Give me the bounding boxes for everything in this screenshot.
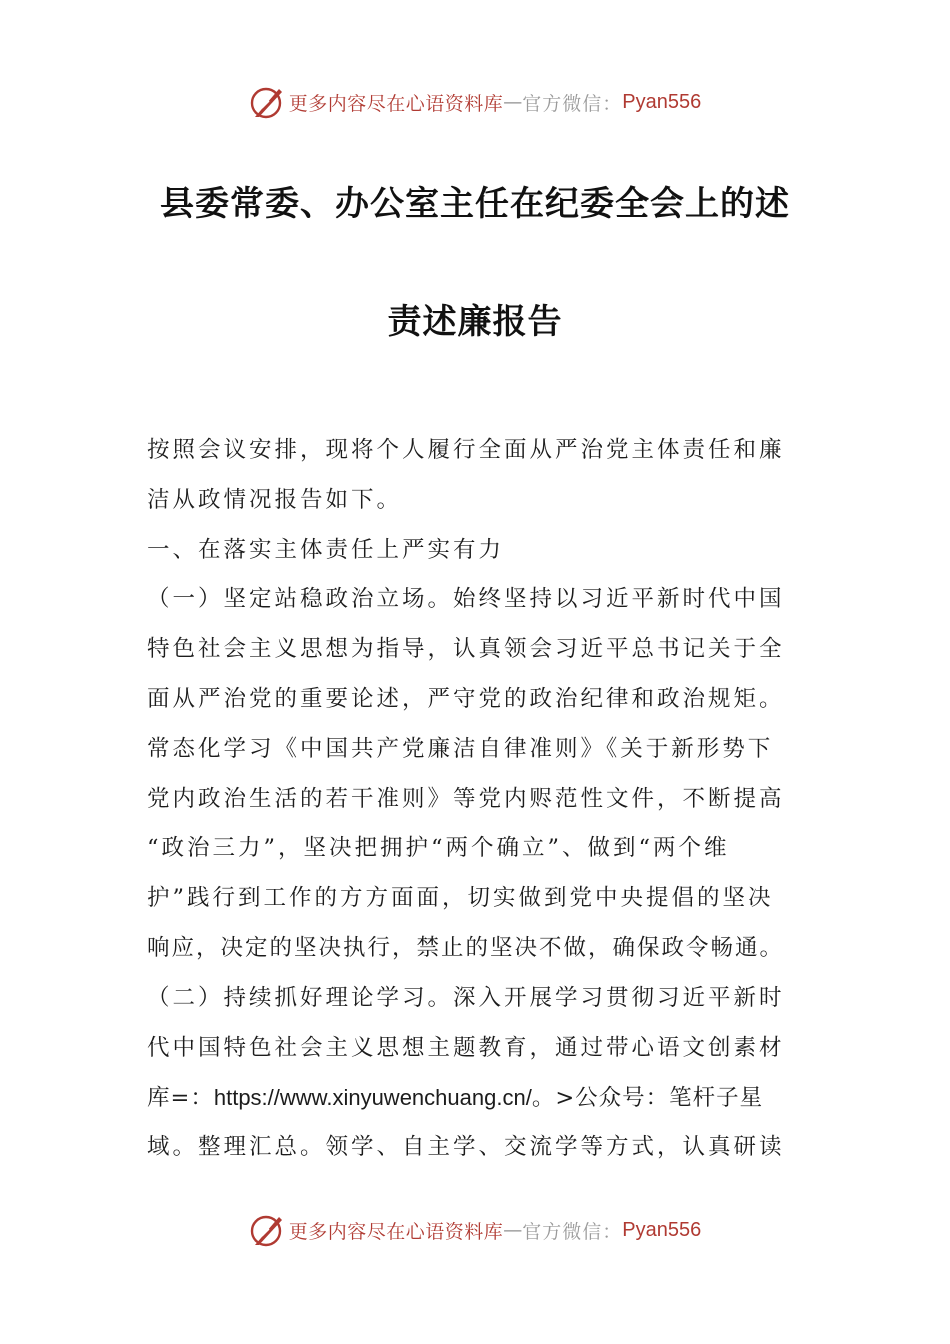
banner-contact-label: 官方微信： <box>522 92 623 115</box>
body-line: 洁从政情况报告如下。 <box>147 486 403 513</box>
body-line: （二）持续抓好理论学习。深入开展学习贯彻习近平新时 <box>147 984 785 1011</box>
quill-logo-icon <box>249 1212 285 1248</box>
body-line: 特色社会主义思想为指导，认真领会习近平总书记关于全 <box>147 636 785 663</box>
body-line: 常态化学习《中国共产党廉洁自律准则》《关于新形势下 <box>147 735 774 762</box>
document-title-line-2: 责述廉报告 <box>387 302 563 342</box>
banner-dash: — <box>503 91 523 113</box>
banner-contact-label: 官方微信： <box>522 1220 623 1243</box>
document-title-line-1: 县委常委、办公室主任在纪委全会上的述 <box>160 184 790 224</box>
body-line: 党内政治生活的若干准则》等党内赆范性文件，不断提高 <box>147 785 785 812</box>
body-line: “政治三力”，坚决把拥护“两个确立”、做到“两个维 <box>147 835 730 862</box>
body-line: 域。整理汇总。领学、自主学、交流学等方式，认真研读 <box>147 1134 785 1161</box>
banner-brand: 更多内容尽在心语资料库 <box>288 92 504 115</box>
footer-banner <box>0 1208 950 1252</box>
body-text: 库=： <box>147 1085 214 1112</box>
section-heading: 一、在落实主体责任上严实有力 <box>147 536 505 563</box>
body-line: 代中国特色社会主义思想主题教育，通过带心语文创素材 <box>147 1034 785 1061</box>
body-text: 。>公众号：笔杆子星 <box>531 1085 764 1112</box>
body-line: （一）坚定站稳政治立场。始终坚持以习近平新时代中国 <box>147 586 785 613</box>
quill-logo-icon <box>249 84 285 120</box>
banner-wechat-id: Pyan556 <box>622 90 702 113</box>
body-line-with-url <box>147 1073 805 1123</box>
banner-dash: — <box>503 1219 523 1241</box>
body-line: 护”践行到工作的方方面面，切实做到党中央提倡的坚决 <box>147 885 774 912</box>
banner-brand: 更多内容尽在心语资料库 <box>288 1220 504 1243</box>
document-body <box>147 426 805 1173</box>
banner-wechat-id: Pyan556 <box>622 1218 702 1241</box>
header-banner <box>0 80 950 124</box>
body-line: 按照会议安排，现将个人履行全面从严治党主体责任和廉 <box>147 437 785 463</box>
body-line: 面从严治党的重要论述，严守党的政治纪律和政治规矩。 <box>147 685 785 712</box>
url-text: https://www.xinyuwenchuang.cn/ <box>213 1085 532 1111</box>
body-line: 响应，决定的坚决执行，禁止的坚决不做，确保政令畅通。 <box>147 934 785 961</box>
